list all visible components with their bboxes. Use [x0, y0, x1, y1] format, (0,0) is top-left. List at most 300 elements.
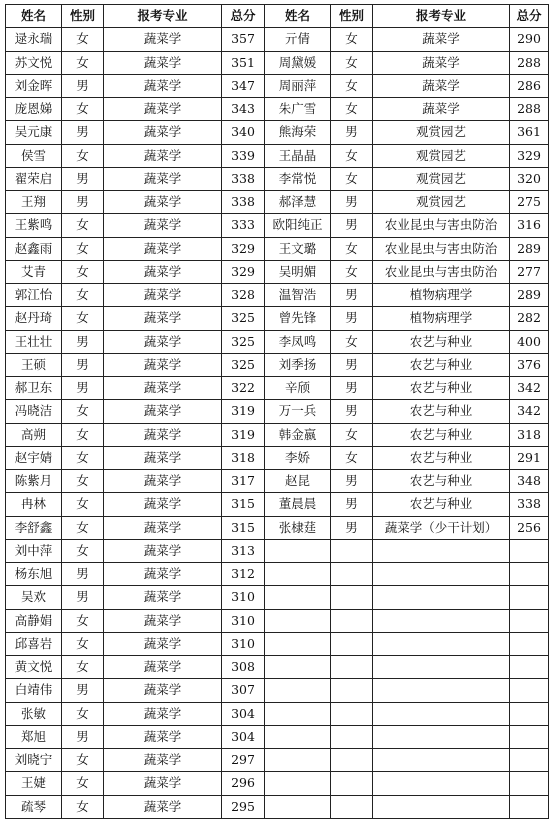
- cell-major: 农业昆虫与害虫防治: [373, 214, 510, 237]
- cell-gender: [331, 563, 373, 586]
- cell-major: 蔬菜学: [104, 74, 222, 97]
- cell-gender: 男: [62, 330, 104, 353]
- table-row: [6, 260, 549, 283]
- cell-gender: 女: [62, 144, 104, 167]
- cell-gender: 男: [331, 121, 373, 144]
- cell-gender: 女: [62, 493, 104, 516]
- cell-total-score: 329: [222, 237, 265, 260]
- cell-gender: 男: [62, 377, 104, 400]
- cell-total-score: 347: [222, 74, 265, 97]
- cell-major: 蔬菜学: [373, 51, 510, 74]
- cell-name: 李舒鑫: [6, 516, 62, 539]
- table-row: [6, 539, 549, 562]
- cell-major: 蔬菜学: [104, 307, 222, 330]
- cell-major: 蔬菜学: [104, 772, 222, 795]
- cell-name: 侯雪: [6, 144, 62, 167]
- cell-gender: 男: [331, 493, 373, 516]
- cell-major: 蔬菜学: [104, 121, 222, 144]
- cell-major: [373, 656, 510, 679]
- cell-major: 蔬菜学: [104, 586, 222, 609]
- cell-gender: 女: [62, 98, 104, 121]
- cell-name: 郝卫东: [6, 377, 62, 400]
- cell-gender: 男: [331, 353, 373, 376]
- cell-total-score: [510, 586, 549, 609]
- table-row: [6, 167, 549, 190]
- cell-gender: 男: [331, 400, 373, 423]
- cell-name: 王晶晶: [265, 144, 331, 167]
- cell-name: 王壮壮: [6, 330, 62, 353]
- header-major: 报考专业: [104, 5, 222, 28]
- cell-name: 王紫鸣: [6, 214, 62, 237]
- cell-gender: 女: [331, 28, 373, 51]
- cell-name: 赵昆: [265, 470, 331, 493]
- header-name: 姓名: [6, 5, 62, 28]
- cell-major: 蔬菜学: [104, 632, 222, 655]
- cell-major: 观赏园艺: [373, 121, 510, 144]
- cell-total-score: 256: [510, 516, 549, 539]
- cell-name: 赵鑫雨: [6, 237, 62, 260]
- table-row: [6, 28, 549, 51]
- table-row: [6, 679, 549, 702]
- cell-major: 蔬菜学: [104, 795, 222, 818]
- cell-total-score: 318: [222, 446, 265, 469]
- cell-name: 李常悦: [265, 167, 331, 190]
- cell-total-score: 312: [222, 563, 265, 586]
- cell-total-score: 357: [222, 28, 265, 51]
- cell-name: 王翔: [6, 191, 62, 214]
- cell-gender: 女: [62, 609, 104, 632]
- cell-total-score: 320: [510, 167, 549, 190]
- cell-gender: 女: [331, 74, 373, 97]
- cell-total-score: 340: [222, 121, 265, 144]
- cell-name: [265, 539, 331, 562]
- cell-gender: [331, 539, 373, 562]
- cell-major: 农艺与种业: [373, 353, 510, 376]
- table-row: [6, 446, 549, 469]
- cell-name: 赵丹琦: [6, 307, 62, 330]
- cell-total-score: 322: [222, 377, 265, 400]
- cell-major: 农艺与种业: [373, 446, 510, 469]
- cell-total-score: [510, 609, 549, 632]
- cell-gender: 男: [331, 191, 373, 214]
- cell-name: [265, 702, 331, 725]
- cell-name: 董晨晨: [265, 493, 331, 516]
- cell-total-score: 315: [222, 493, 265, 516]
- cell-name: 欧阳纯正: [265, 214, 331, 237]
- cell-major: 植物病理学: [373, 284, 510, 307]
- cell-major: 农艺与种业: [373, 493, 510, 516]
- cell-major: 蔬菜学: [373, 74, 510, 97]
- cell-major: 农艺与种业: [373, 470, 510, 493]
- cell-major: 蔬菜学: [104, 493, 222, 516]
- table-row: [6, 563, 549, 586]
- cell-name: 翟荣启: [6, 167, 62, 190]
- cell-name: 刘金晖: [6, 74, 62, 97]
- cell-major: [373, 702, 510, 725]
- cell-major: 蔬菜学: [104, 237, 222, 260]
- cell-gender: 男: [62, 725, 104, 748]
- cell-total-score: 343: [222, 98, 265, 121]
- cell-gender: [331, 749, 373, 772]
- header-name: 姓名: [265, 5, 331, 28]
- cell-total-score: 304: [222, 702, 265, 725]
- cell-total-score: 308: [222, 656, 265, 679]
- cell-total-score: 317: [222, 470, 265, 493]
- cell-gender: 男: [62, 74, 104, 97]
- cell-name: 高静娟: [6, 609, 62, 632]
- table-row: [6, 423, 549, 446]
- cell-total-score: 289: [510, 284, 549, 307]
- cell-major: 蔬菜学: [104, 470, 222, 493]
- cell-major: 蔬菜学: [373, 98, 510, 121]
- cell-total-score: [510, 656, 549, 679]
- table-row: [6, 377, 549, 400]
- cell-major: 蔬菜学: [104, 679, 222, 702]
- cell-major: 蔬菜学: [104, 749, 222, 772]
- cell-major: 蔬菜学: [104, 516, 222, 539]
- cell-major: 蔬菜学: [104, 563, 222, 586]
- table-row: [6, 191, 549, 214]
- cell-total-score: 339: [222, 144, 265, 167]
- cell-major: 蔬菜学: [104, 191, 222, 214]
- cell-total-score: [510, 702, 549, 725]
- cell-name: 王文璐: [265, 237, 331, 260]
- cell-gender: 女: [62, 307, 104, 330]
- cell-major: [373, 563, 510, 586]
- cell-major: 蔬菜学: [104, 377, 222, 400]
- cell-gender: 男: [331, 307, 373, 330]
- cell-name: 周黛媛: [265, 51, 331, 74]
- cell-major: 蔬菜学: [104, 353, 222, 376]
- cell-total-score: 297: [222, 749, 265, 772]
- cell-gender: 男: [62, 191, 104, 214]
- cell-major: 农艺与种业: [373, 330, 510, 353]
- cell-total-score: 288: [510, 51, 549, 74]
- cell-gender: [331, 679, 373, 702]
- cell-gender: 女: [331, 237, 373, 260]
- cell-gender: 男: [331, 470, 373, 493]
- cell-major: 蔬菜学: [104, 609, 222, 632]
- cell-major: 农业昆虫与害虫防治: [373, 237, 510, 260]
- cell-gender: 女: [62, 516, 104, 539]
- table-row: [6, 237, 549, 260]
- table-row: [6, 609, 549, 632]
- cell-gender: 女: [62, 400, 104, 423]
- cell-total-score: 277: [510, 260, 549, 283]
- cell-major: 观赏园艺: [373, 167, 510, 190]
- header-total-score: 总分: [222, 5, 265, 28]
- cell-name: [265, 656, 331, 679]
- cell-name: [265, 609, 331, 632]
- cell-total-score: 315: [222, 516, 265, 539]
- cell-gender: 女: [62, 423, 104, 446]
- cell-name: 庞恩娣: [6, 98, 62, 121]
- table-row: [6, 632, 549, 655]
- cell-total-score: 348: [510, 470, 549, 493]
- cell-name: 李凤鸣: [265, 330, 331, 353]
- header-total-score: 总分: [510, 5, 549, 28]
- cell-gender: 女: [62, 702, 104, 725]
- cell-name: 刘晓宁: [6, 749, 62, 772]
- admission-score-table: [5, 4, 549, 819]
- table-row: [6, 144, 549, 167]
- cell-total-score: 307: [222, 679, 265, 702]
- cell-total-score: 313: [222, 539, 265, 562]
- cell-name: 王婕: [6, 772, 62, 795]
- cell-gender: 女: [62, 284, 104, 307]
- cell-major: 观赏园艺: [373, 144, 510, 167]
- cell-name: 黄文悦: [6, 656, 62, 679]
- cell-total-score: [510, 679, 549, 702]
- cell-name: 周丽萍: [265, 74, 331, 97]
- cell-gender: 女: [62, 749, 104, 772]
- cell-name: 苏文悦: [6, 51, 62, 74]
- cell-gender: 男: [62, 563, 104, 586]
- cell-total-score: 338: [222, 167, 265, 190]
- cell-major: [373, 586, 510, 609]
- cell-gender: [331, 632, 373, 655]
- cell-total-score: 296: [222, 772, 265, 795]
- cell-name: 熊海荣: [265, 121, 331, 144]
- cell-name: [265, 586, 331, 609]
- cell-gender: 男: [62, 121, 104, 144]
- table-row: [6, 470, 549, 493]
- cell-major: 农艺与种业: [373, 400, 510, 423]
- cell-total-score: 291: [510, 446, 549, 469]
- cell-gender: 女: [331, 260, 373, 283]
- header-major: 报考专业: [373, 5, 510, 28]
- cell-major: 蔬菜学: [104, 98, 222, 121]
- cell-total-score: 286: [510, 74, 549, 97]
- cell-total-score: 329: [510, 144, 549, 167]
- cell-total-score: 338: [222, 191, 265, 214]
- cell-name: 吴明媚: [265, 260, 331, 283]
- cell-major: 蔬菜学: [104, 260, 222, 283]
- cell-gender: 女: [62, 237, 104, 260]
- cell-name: 亓倩: [265, 28, 331, 51]
- cell-name: [265, 749, 331, 772]
- cell-major: [373, 632, 510, 655]
- cell-name: [265, 563, 331, 586]
- cell-name: [265, 725, 331, 748]
- cell-name: 逯永瑞: [6, 28, 62, 51]
- cell-gender: 女: [331, 446, 373, 469]
- cell-gender: 男: [62, 586, 104, 609]
- header-gender: 性别: [331, 5, 373, 28]
- table-row: [6, 493, 549, 516]
- cell-major: 蔬菜学（少干计划）: [373, 516, 510, 539]
- cell-major: 农业昆虫与害虫防治: [373, 260, 510, 283]
- cell-total-score: [510, 563, 549, 586]
- table-row: [6, 400, 549, 423]
- cell-gender: 女: [62, 260, 104, 283]
- cell-total-score: 310: [222, 609, 265, 632]
- cell-major: 蔬菜学: [104, 144, 222, 167]
- cell-total-score: 316: [510, 214, 549, 237]
- cell-total-score: 275: [510, 191, 549, 214]
- table-row: [6, 98, 549, 121]
- cell-name: 艾青: [6, 260, 62, 283]
- cell-total-score: 329: [222, 260, 265, 283]
- cell-gender: 男: [331, 377, 373, 400]
- cell-total-score: 325: [222, 307, 265, 330]
- cell-total-score: 310: [222, 586, 265, 609]
- cell-name: 曾先锋: [265, 307, 331, 330]
- table-row: [6, 516, 549, 539]
- cell-major: 蔬菜学: [104, 656, 222, 679]
- cell-gender: 女: [62, 539, 104, 562]
- cell-name: 郑旭: [6, 725, 62, 748]
- cell-major: 蔬菜学: [104, 400, 222, 423]
- cell-name: 李娇: [265, 446, 331, 469]
- cell-total-score: [510, 749, 549, 772]
- cell-gender: [331, 725, 373, 748]
- header-gender: 性别: [62, 5, 104, 28]
- cell-total-score: 304: [222, 725, 265, 748]
- cell-gender: 女: [62, 656, 104, 679]
- cell-name: 白靖伟: [6, 679, 62, 702]
- cell-total-score: 333: [222, 214, 265, 237]
- cell-name: 王硕: [6, 353, 62, 376]
- cell-gender: 男: [62, 167, 104, 190]
- cell-gender: 女: [62, 795, 104, 818]
- cell-name: [265, 772, 331, 795]
- cell-name: 冯晓洁: [6, 400, 62, 423]
- cell-total-score: [510, 725, 549, 748]
- cell-gender: 女: [331, 98, 373, 121]
- cell-total-score: [510, 539, 549, 562]
- cell-gender: 女: [62, 470, 104, 493]
- cell-total-score: 319: [222, 423, 265, 446]
- cell-name: 万一兵: [265, 400, 331, 423]
- cell-total-score: 288: [510, 98, 549, 121]
- cell-total-score: 325: [222, 330, 265, 353]
- cell-name: 邱喜岩: [6, 632, 62, 655]
- table-row: [6, 307, 549, 330]
- cell-gender: [331, 702, 373, 725]
- cell-total-score: [510, 632, 549, 655]
- cell-major: 蔬菜学: [104, 702, 222, 725]
- score-table-container: [5, 4, 549, 819]
- cell-name: 冉林: [6, 493, 62, 516]
- cell-name: 高朔: [6, 423, 62, 446]
- cell-major: 农艺与种业: [373, 423, 510, 446]
- cell-total-score: 295: [222, 795, 265, 818]
- table-row: [6, 74, 549, 97]
- table-row: [6, 749, 549, 772]
- cell-major: 农艺与种业: [373, 377, 510, 400]
- cell-name: 刘中萍: [6, 539, 62, 562]
- cell-total-score: 342: [510, 377, 549, 400]
- table-row: [6, 330, 549, 353]
- cell-total-score: 361: [510, 121, 549, 144]
- table-row: [6, 121, 549, 144]
- cell-name: 吴元康: [6, 121, 62, 144]
- cell-gender: 女: [62, 28, 104, 51]
- table-row: [6, 772, 549, 795]
- table-row: [6, 656, 549, 679]
- cell-major: [373, 539, 510, 562]
- cell-total-score: 342: [510, 400, 549, 423]
- cell-name: 韩金嬴: [265, 423, 331, 446]
- cell-gender: 女: [331, 144, 373, 167]
- cell-gender: 男: [62, 353, 104, 376]
- cell-gender: [331, 586, 373, 609]
- cell-name: 张敏: [6, 702, 62, 725]
- cell-name: 温智浩: [265, 284, 331, 307]
- table-body: [6, 28, 549, 819]
- cell-major: 蔬菜学: [104, 51, 222, 74]
- table-row: [6, 214, 549, 237]
- table-row: [6, 51, 549, 74]
- cell-major: 蔬菜学: [104, 539, 222, 562]
- cell-name: 郝泽慧: [265, 191, 331, 214]
- cell-total-score: 282: [510, 307, 549, 330]
- cell-total-score: 318: [510, 423, 549, 446]
- cell-gender: 男: [62, 679, 104, 702]
- cell-gender: 女: [331, 51, 373, 74]
- table-row: [6, 284, 549, 307]
- cell-major: [373, 679, 510, 702]
- cell-name: 陈紫月: [6, 470, 62, 493]
- table-row: [6, 702, 549, 725]
- cell-total-score: [510, 772, 549, 795]
- table-header-row: [6, 5, 549, 28]
- cell-gender: [331, 656, 373, 679]
- cell-name: 辛颀: [265, 377, 331, 400]
- cell-gender: [331, 609, 373, 632]
- cell-total-score: 325: [222, 353, 265, 376]
- table-row: [6, 586, 549, 609]
- cell-name: 疏琴: [6, 795, 62, 818]
- cell-name: [265, 632, 331, 655]
- cell-major: [373, 749, 510, 772]
- cell-total-score: [510, 795, 549, 818]
- cell-name: 张棣莛: [265, 516, 331, 539]
- cell-major: 观赏园艺: [373, 191, 510, 214]
- cell-major: [373, 725, 510, 748]
- cell-total-score: 319: [222, 400, 265, 423]
- cell-gender: [331, 795, 373, 818]
- table-row: [6, 725, 549, 748]
- cell-name: 吴欢: [6, 586, 62, 609]
- cell-major: 蔬菜学: [104, 423, 222, 446]
- cell-major: 蔬菜学: [104, 214, 222, 237]
- cell-name: 刘季扬: [265, 353, 331, 376]
- cell-name: 郭江怡: [6, 284, 62, 307]
- cell-name: 赵宇婧: [6, 446, 62, 469]
- cell-major: 植物病理学: [373, 307, 510, 330]
- cell-major: [373, 795, 510, 818]
- cell-total-score: 289: [510, 237, 549, 260]
- cell-gender: 男: [331, 284, 373, 307]
- cell-total-score: 290: [510, 28, 549, 51]
- cell-gender: 男: [331, 516, 373, 539]
- cell-major: [373, 609, 510, 632]
- cell-total-score: 400: [510, 330, 549, 353]
- cell-gender: 男: [331, 214, 373, 237]
- cell-name: [265, 679, 331, 702]
- cell-major: [373, 772, 510, 795]
- cell-name: 朱广雪: [265, 98, 331, 121]
- cell-gender: 女: [62, 51, 104, 74]
- cell-gender: 女: [331, 167, 373, 190]
- cell-total-score: 338: [510, 493, 549, 516]
- cell-name: [265, 795, 331, 818]
- cell-gender: 女: [62, 446, 104, 469]
- cell-name: 杨东旭: [6, 563, 62, 586]
- cell-total-score: 328: [222, 284, 265, 307]
